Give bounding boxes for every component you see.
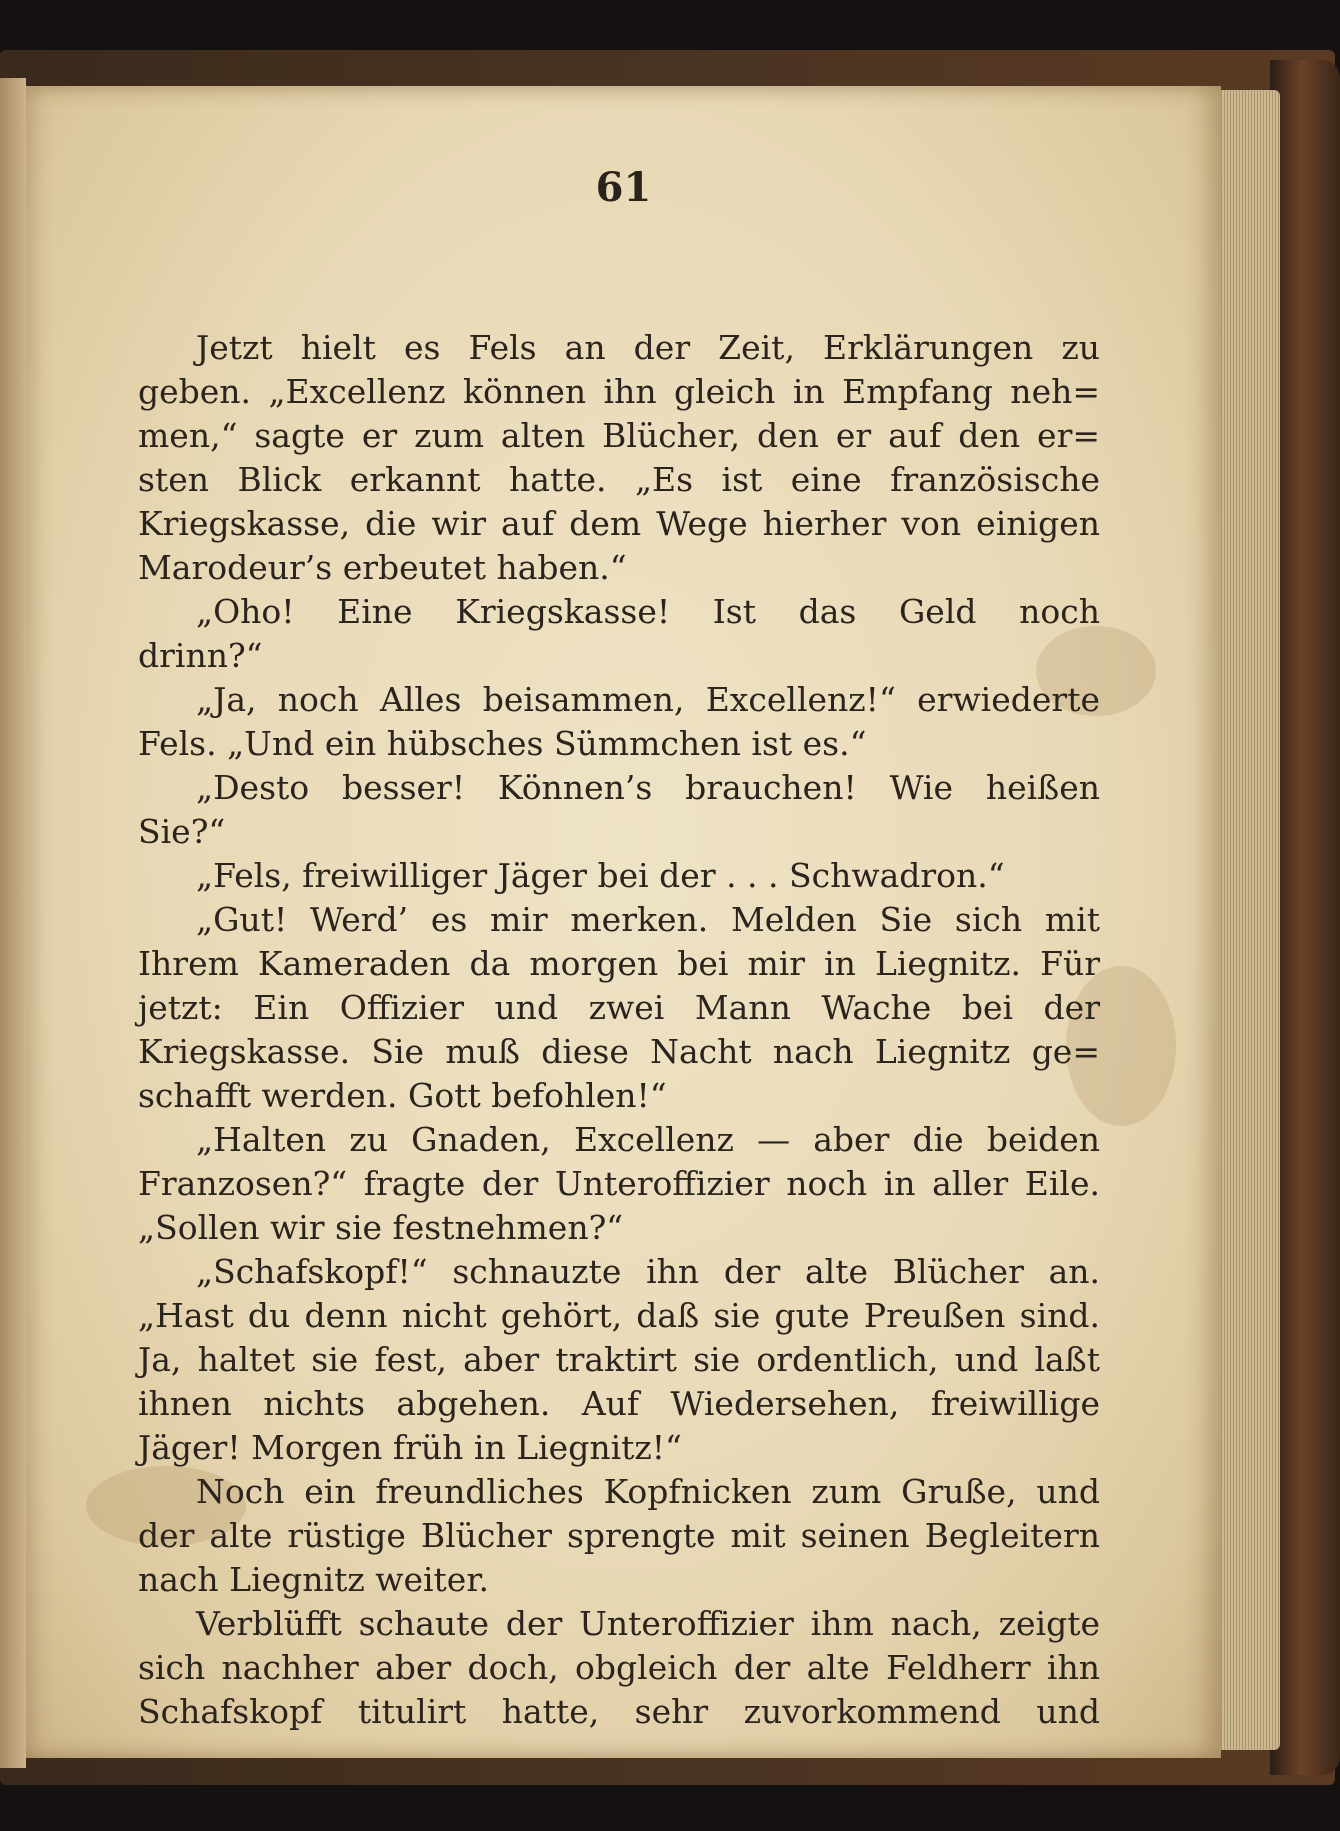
text-line: „Ja, noch Alles beisammen, Excellenz!“ erwiederte — [196, 680, 1100, 719]
text-line: drinn?“ — [138, 636, 263, 675]
text-line: „Halten zu Gnaden, Excellenz — aber die beiden — [196, 1120, 1100, 1159]
text-line: Jäger! Morgen früh in Liegnitz!“ — [138, 1428, 682, 1467]
text-line: Ja, haltet sie fest, aber traktirt sie ordentlich, und laßt — [138, 1340, 1100, 1379]
text-line: schafft werden. Gott befohlen!“ — [138, 1076, 667, 1115]
text-line: „Sollen wir sie festnehmen?“ — [138, 1208, 624, 1247]
body-text — [138, 226, 1100, 1734]
text-line: „Schafskopf!“ schnauzte ihn der alte Blücher an. — [196, 1252, 1100, 1291]
text-line: „Hast du denn nicht gehört, daß sie gute Preußen sind. — [138, 1296, 1100, 1335]
text-line: nach Liegnitz weiter. — [138, 1560, 489, 1599]
book-page — [26, 86, 1221, 1758]
text-line: Verblüfft schaute der Unteroffizier ihm nach, zeigte — [196, 1604, 1100, 1643]
text-line: ihnen nichts abgehen. Auf Wiedersehen, freiwillige — [138, 1384, 1100, 1423]
text-line: Jetzt hielt es Fels an der Zeit, Erklärungen zu — [196, 328, 1100, 367]
text-line: geben. „Excellenz können ihn gleich in Empfang neh= — [138, 372, 1100, 411]
text-line: sich nachher aber doch, obgleich der alte Feldherr ihn — [138, 1648, 1100, 1687]
left-page-edge — [0, 78, 26, 1768]
text-line: „Oho! Eine Kriegskasse! Ist das Geld noch — [196, 592, 1100, 631]
text-line: Sie?“ — [138, 812, 226, 851]
text-line: „Fels, freiwilliger Jäger bei der . . . Schwadron.“ — [196, 856, 1005, 895]
cover-edge-right — [1270, 60, 1340, 1775]
text-line: Noch ein freundliches Kopfnicken zum Gruße, und — [196, 1472, 1100, 1511]
text-line: „Desto besser! Können’s brauchen! Wie heißen — [196, 768, 1100, 807]
text-line: Kriegskasse, die wir auf dem Wege hierher von einigen — [138, 504, 1100, 543]
text-line: Ihrem Kameraden da morgen bei mir in Liegnitz. Für — [138, 944, 1100, 983]
text-line: Franzosen?“ fragte der Unteroffizier noch in aller Eile. — [138, 1164, 1100, 1203]
text-line: Marodeur’s erbeutet haben.“ — [138, 548, 627, 587]
text-line: Schafskopf titulirt hatte, sehr zuvorkommend und — [138, 1692, 1100, 1731]
text-line: Fels. „Und ein hübsches Sümmchen ist es.“ — [138, 724, 867, 763]
text-line: „Gut! Werd’ es mir merken. Melden Sie sich mit — [196, 900, 1100, 939]
text-line: Kriegskasse. Sie muß diese Nacht nach Liegnitz ge= — [138, 1032, 1100, 1071]
page-number: 61 — [595, 164, 652, 211]
text-line: der alte rüstige Blücher sprengte mit seinen Begleitern — [138, 1516, 1100, 1555]
text-line: sten Blick erkannt hatte. „Es ist eine französische — [138, 460, 1100, 499]
text-line: men,“ sagte er zum alten Blücher, den er auf den er= — [138, 416, 1100, 455]
text-line: jetzt: Ein Offizier und zwei Mann Wache bei der — [138, 988, 1100, 1027]
